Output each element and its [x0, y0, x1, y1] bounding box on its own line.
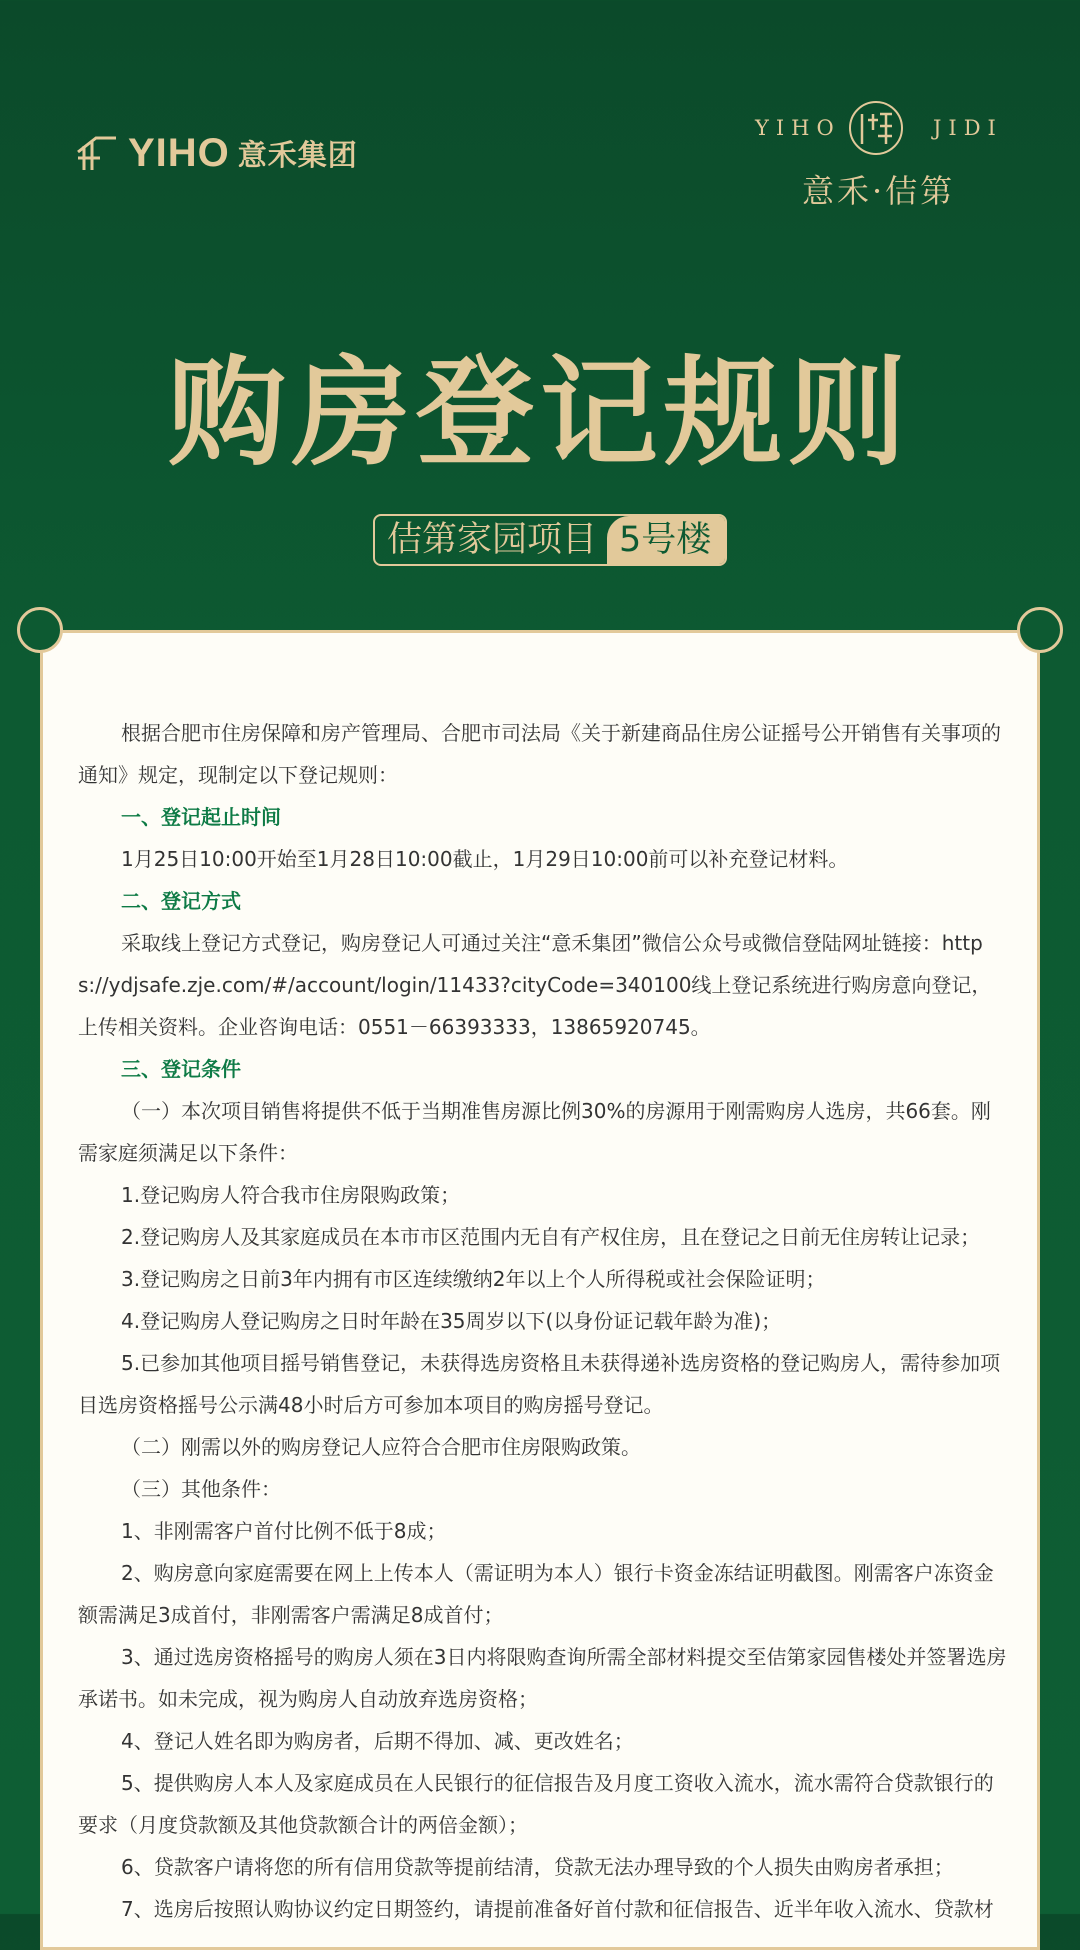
building-number: 5号楼 [607, 516, 725, 564]
paragraph: 采取线上登记方式登记，购房登记人可通过关注“意禾集团”微信公众号或微信登陆网址链接：https://ydjsafe.zje.com/#/account/login/11433?cityCode=340100线上登记系统进行购房意向登记，上传相关资料。企业咨询电话：0551－66393333，13865920745。 [78, 931, 992, 1039]
yiho-jidi-logo [750, 100, 1010, 210]
brand-right-en-right: JIDI [933, 116, 1003, 140]
brand-right-cn: 意禾·佶第 [802, 172, 956, 210]
rules-content [78, 712, 1008, 1930]
brand-left-en: YIHO [128, 130, 230, 175]
list-item: 7、选房后按照认购协议约定日期签约，请提前准备好首付款和征信报告、近半年收入流水、贷款材 [121, 1897, 994, 1921]
project-badge [373, 514, 727, 566]
intro-paragraph: 根据合肥市住房保障和房产管理局、合肥市司法局《关于新建商品住房公证摇号公开销售有关事项的通知》规定，现制定以下登记规则： [78, 721, 1001, 787]
paragraph: （二）刚需以外的购房登记人应符合合肥市住房限购政策。 [121, 1435, 641, 1459]
list-item: 5.已参加其他项目摇号销售登记，未获得选房资格且未获得递补选房资格的登记购房人，需待参加项目选房资格摇号公示满48小时后方可参加本项目的购房摇号登记。 [78, 1351, 1001, 1417]
section-heading: 二、登记方式 [121, 889, 241, 913]
list-item: 6、贷款客户请将您的所有信用贷款等提前结清，贷款无法办理导致的个人损失由购房者承担； [121, 1855, 954, 1879]
section-heading: 一、登记起止时间 [121, 805, 281, 829]
paragraph: （三）其他条件： [121, 1477, 281, 1501]
list-item: 4.登记购房人登记购房之日时年龄在35周岁以下(以身份证记载年龄为准)； [121, 1309, 782, 1333]
page-title: 购房登记规则 [167, 344, 912, 482]
section-heading: 三、登记条件 [121, 1057, 241, 1081]
yiho-logo-mark-icon [76, 130, 122, 176]
yiho-group-logo [76, 130, 358, 176]
list-item: 2、购房意向家庭需要在网上上传本人（需证明为本人）银行卡资金冻结证明截图。刚需客户冻资金额需满足3成首付，非刚需客户需满足8成首付； [78, 1561, 994, 1627]
list-item: 3.登记购房之日前3年内拥有市区连续缴纳2年以上个人所得税或社会保险证明； [121, 1267, 826, 1291]
list-item: 1.登记购房人符合我市住房限购政策； [121, 1183, 461, 1207]
jidi-seal-icon [848, 100, 904, 156]
paragraph: 1月25日10:00开始至1月28日10:00截止，1月29日10:00前可以补充登记材料。 [121, 847, 849, 871]
list-item: 2.登记购房人及其家庭成员在本市市区范围内无自有产权住房，且在登记之日前无住房转让记录； [121, 1225, 981, 1249]
brand-right-en-left: YIHO [755, 116, 841, 140]
list-item: 3、通过选房资格摇号的购房人须在3日内将限购查询所需全部材料提交至佶第家园售楼处并签署选房承诺书。如未完成，视为购房人自动放弃选房资格； [78, 1645, 1007, 1711]
paragraph: （一）本次项目销售将提供不低于当期准售房源比例30%的房源用于刚需购房人选房，共66套。刚需家庭须满足以下条件： [78, 1099, 991, 1165]
list-item: 4、登记人姓名即为购房者，后期不得加、减、更改姓名； [121, 1729, 634, 1753]
list-item: 1、非刚需客户首付比例不低于8成； [121, 1519, 447, 1543]
brand-left-cn: 意禾集团 [237, 137, 358, 172]
list-item: 5、提供购房人本人及家庭成员在人民银行的征信报告及月度工资收入流水，流水需符合贷款银行的要求（月度贷款额及其他贷款额合计的两倍金额）； [78, 1771, 994, 1837]
project-name: 佶第家园项目 [387, 520, 598, 560]
